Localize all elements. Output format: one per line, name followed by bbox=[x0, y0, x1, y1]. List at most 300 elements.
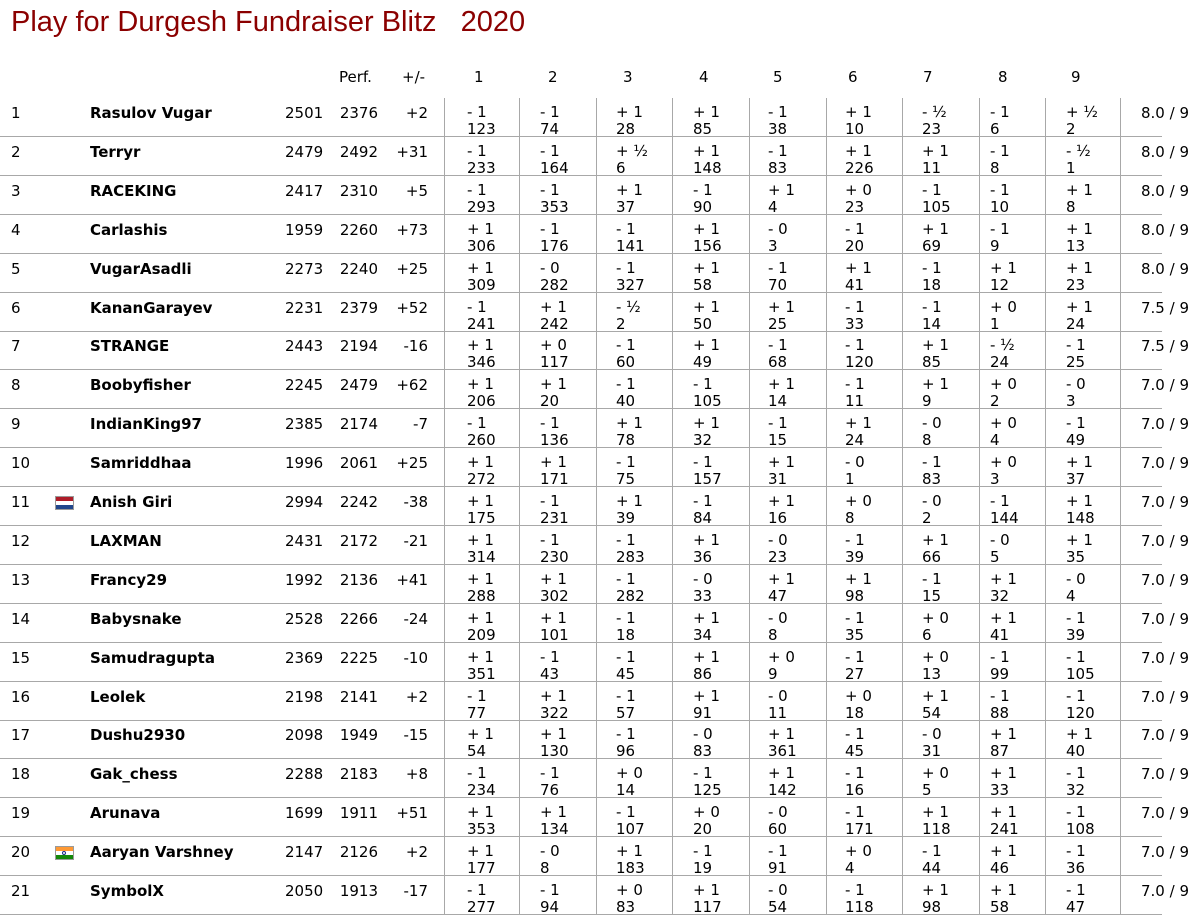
column-divider bbox=[596, 759, 597, 798]
game-result: + 1 bbox=[768, 492, 795, 510]
opponent-rank: 8 bbox=[768, 625, 778, 644]
player-name: Dushu2930 bbox=[90, 726, 186, 745]
rating-change: -38 bbox=[403, 493, 428, 511]
opponent-rank: 58 bbox=[693, 275, 713, 294]
opponent-rank: 277 bbox=[467, 898, 496, 916]
game-result-round-5 bbox=[768, 688, 788, 722]
game-result: - 1 bbox=[922, 180, 942, 199]
game-result: + 0 bbox=[922, 647, 949, 666]
performance-rating: 2260 bbox=[339, 220, 378, 239]
game-result: - ½ bbox=[1066, 141, 1091, 160]
game-result: + 1 bbox=[768, 725, 795, 744]
game-result-round-4 bbox=[693, 804, 720, 838]
game-result-round-1 bbox=[467, 182, 496, 216]
column-divider bbox=[672, 643, 673, 682]
game-result: + 1 bbox=[990, 608, 1017, 627]
game-result: + 1 bbox=[1066, 180, 1093, 199]
player-rating: 2098 bbox=[285, 726, 324, 745]
game-result-round-2 bbox=[540, 493, 569, 527]
performance-rating: 2479 bbox=[339, 376, 378, 395]
opponent-rank: 6 bbox=[616, 158, 626, 177]
column-divider bbox=[979, 448, 980, 487]
game-result-round-3 bbox=[616, 221, 645, 255]
game-result-round-5 bbox=[768, 104, 788, 138]
opponent-rank: 99 bbox=[990, 664, 1010, 683]
column-divider bbox=[902, 565, 903, 604]
column-divider bbox=[444, 565, 445, 604]
performance-rating: 2379 bbox=[339, 298, 378, 317]
column-divider bbox=[519, 720, 520, 759]
opponent-rank: 19 bbox=[693, 859, 713, 878]
opponent-rank: 90 bbox=[693, 197, 713, 216]
column-divider bbox=[596, 876, 597, 915]
table-row bbox=[0, 176, 1200, 215]
game-result-round-8 bbox=[990, 882, 1017, 916]
game-result: + ½ bbox=[616, 141, 648, 160]
column-divider bbox=[826, 759, 827, 798]
opponent-rank: 49 bbox=[1066, 431, 1086, 450]
opponent-rank: 23 bbox=[845, 197, 865, 216]
game-result-round-7 bbox=[922, 688, 949, 722]
game-result-round-6 bbox=[845, 493, 872, 527]
column-divider bbox=[1120, 215, 1121, 254]
column-divider bbox=[1045, 682, 1046, 721]
game-result: - 1 bbox=[616, 336, 636, 355]
game-result-round-4 bbox=[693, 337, 720, 371]
total-score: 7.0 / 9 bbox=[1141, 882, 1189, 900]
game-result-round-7 bbox=[922, 843, 942, 877]
opponent-rank: 136 bbox=[540, 431, 569, 450]
column-divider bbox=[672, 293, 673, 332]
game-result-round-9 bbox=[1066, 765, 1086, 799]
table-row bbox=[0, 98, 1200, 137]
opponent-rank: 11 bbox=[845, 392, 865, 411]
opponent-rank: 75 bbox=[616, 470, 636, 489]
rating-change: +51 bbox=[396, 804, 428, 823]
game-result: + 0 bbox=[616, 764, 643, 783]
opponent-rank: 41 bbox=[990, 625, 1010, 644]
game-result: + 1 bbox=[540, 375, 567, 394]
game-result: + 1 bbox=[1066, 530, 1093, 549]
column-divider bbox=[826, 215, 827, 254]
game-result-round-3 bbox=[616, 104, 643, 138]
opponent-rank: 77 bbox=[467, 703, 487, 722]
game-result-round-7 bbox=[922, 143, 949, 177]
opponent-rank: 12 bbox=[990, 275, 1010, 294]
column-divider bbox=[1045, 176, 1046, 215]
game-result: - 1 bbox=[845, 608, 865, 627]
player-rating: 1996 bbox=[285, 454, 324, 473]
game-result-round-1 bbox=[467, 882, 496, 916]
opponent-rank: 234 bbox=[467, 781, 496, 800]
column-divider bbox=[902, 370, 903, 409]
table-row bbox=[0, 565, 1200, 604]
game-result: + 1 bbox=[693, 414, 720, 433]
opponent-rank: 23 bbox=[922, 120, 942, 138]
game-result: - ½ bbox=[990, 336, 1015, 355]
game-result: - 1 bbox=[1066, 803, 1086, 822]
opponent-rank: 40 bbox=[1066, 742, 1086, 761]
opponent-rank: 134 bbox=[540, 820, 569, 839]
column-divider bbox=[826, 487, 827, 526]
column-divider bbox=[596, 526, 597, 565]
opponent-rank: 91 bbox=[768, 859, 788, 878]
round-header-9: 9 bbox=[1071, 68, 1081, 86]
game-result-round-5 bbox=[768, 610, 788, 644]
opponent-rank: 1 bbox=[990, 314, 1000, 333]
opponent-rank: 6 bbox=[990, 120, 1000, 138]
game-result-round-1 bbox=[467, 376, 496, 410]
column-divider bbox=[444, 526, 445, 565]
game-result-round-4 bbox=[693, 882, 722, 916]
column-divider bbox=[444, 98, 445, 137]
game-result: - 0 bbox=[922, 725, 942, 744]
game-result: - 1 bbox=[1066, 608, 1086, 627]
game-result-round-3 bbox=[616, 299, 641, 333]
game-result: - 1 bbox=[540, 530, 560, 549]
column-divider bbox=[672, 215, 673, 254]
game-result-round-1 bbox=[467, 688, 487, 722]
game-result: - 1 bbox=[467, 297, 487, 316]
column-divider bbox=[672, 370, 673, 409]
game-result: + 1 bbox=[922, 686, 949, 705]
game-result: - 0 bbox=[768, 608, 788, 627]
opponent-rank: 46 bbox=[990, 859, 1010, 878]
player-name: Babysnake bbox=[90, 609, 182, 628]
opponent-rank: 5 bbox=[922, 781, 932, 800]
column-divider bbox=[672, 409, 673, 448]
table-row bbox=[0, 643, 1200, 682]
column-divider bbox=[902, 643, 903, 682]
game-result: + 1 bbox=[768, 375, 795, 394]
game-result-round-3 bbox=[616, 376, 636, 410]
column-divider bbox=[672, 176, 673, 215]
game-result: - 1 bbox=[467, 881, 487, 899]
round-header-6: 6 bbox=[848, 68, 858, 86]
game-result-round-1 bbox=[467, 843, 496, 877]
player-rating: 1959 bbox=[285, 220, 324, 239]
game-result-round-5 bbox=[768, 649, 795, 683]
game-result: - 1 bbox=[540, 180, 560, 199]
game-result-round-8 bbox=[990, 610, 1017, 644]
total-score: 7.0 / 9 bbox=[1141, 687, 1189, 706]
game-result: - 1 bbox=[616, 258, 636, 277]
performance-rating: 2310 bbox=[339, 181, 378, 200]
rank: 3 bbox=[11, 181, 21, 200]
column-divider bbox=[672, 876, 673, 915]
game-result-round-6 bbox=[845, 571, 872, 605]
opponent-rank: 156 bbox=[693, 236, 722, 255]
column-divider bbox=[749, 176, 750, 215]
opponent-rank: 36 bbox=[693, 547, 713, 566]
opponent-rank: 98 bbox=[922, 898, 942, 916]
game-result: - 1 bbox=[467, 180, 487, 199]
rank: 6 bbox=[11, 298, 21, 317]
game-result: - 1 bbox=[540, 103, 560, 121]
game-result: + 1 bbox=[845, 103, 872, 121]
opponent-rank: 272 bbox=[467, 470, 496, 489]
game-result-round-4 bbox=[693, 493, 713, 527]
game-result: + 1 bbox=[467, 725, 494, 744]
opponent-rank: 282 bbox=[540, 275, 569, 294]
game-result-round-1 bbox=[467, 299, 496, 333]
game-result-round-7 bbox=[922, 610, 949, 644]
game-result: + 1 bbox=[693, 647, 720, 666]
opponent-rank: 8 bbox=[990, 158, 1000, 177]
column-divider bbox=[826, 98, 827, 137]
rating-change: +62 bbox=[396, 376, 428, 395]
performance-rating: 2194 bbox=[339, 337, 378, 356]
performance-rating: 1911 bbox=[339, 804, 378, 823]
opponent-rank: 60 bbox=[616, 353, 636, 372]
game-result: - 1 bbox=[693, 453, 713, 472]
column-divider bbox=[749, 604, 750, 643]
opponent-rank: 2 bbox=[616, 314, 626, 333]
opponent-rank: 24 bbox=[1066, 314, 1086, 333]
game-result-round-3 bbox=[616, 765, 643, 799]
game-result-round-3 bbox=[616, 726, 636, 760]
column-divider bbox=[672, 526, 673, 565]
column-divider bbox=[596, 565, 597, 604]
game-result: - 1 bbox=[467, 141, 487, 160]
opponent-rank: 144 bbox=[990, 509, 1019, 527]
opponent-rank: 9 bbox=[768, 664, 778, 683]
opponent-rank: 141 bbox=[616, 236, 645, 255]
opponent-rank: 125 bbox=[693, 781, 722, 800]
game-result-round-3 bbox=[616, 415, 643, 449]
row-divider bbox=[0, 914, 1162, 915]
game-result-round-3 bbox=[616, 260, 645, 294]
opponent-rank: 54 bbox=[922, 703, 942, 722]
player-name: Leolek bbox=[90, 687, 146, 706]
opponent-rank: 183 bbox=[616, 859, 645, 878]
opponent-rank: 31 bbox=[768, 470, 788, 489]
opponent-rank: 176 bbox=[540, 236, 569, 255]
column-divider bbox=[1120, 604, 1121, 643]
game-result: - 1 bbox=[990, 103, 1010, 121]
game-result-round-1 bbox=[467, 221, 496, 255]
opponent-rank: 353 bbox=[540, 197, 569, 216]
opponent-rank: 15 bbox=[768, 431, 788, 450]
game-result: - 1 bbox=[693, 492, 713, 510]
game-result-round-8 bbox=[990, 688, 1010, 722]
column-divider bbox=[672, 759, 673, 798]
game-result-round-7 bbox=[922, 260, 942, 294]
game-result-round-8 bbox=[990, 221, 1010, 255]
column-divider bbox=[1120, 98, 1121, 137]
opponent-rank: 148 bbox=[693, 158, 722, 177]
game-result-round-3 bbox=[616, 571, 645, 605]
game-result: + 0 bbox=[693, 803, 720, 822]
column-divider bbox=[672, 837, 673, 876]
opponent-rank: 288 bbox=[467, 586, 496, 605]
game-result-round-9 bbox=[1066, 649, 1095, 683]
column-divider bbox=[749, 293, 750, 332]
game-result: - 0 bbox=[845, 453, 865, 472]
game-result: - 1 bbox=[845, 803, 865, 822]
performance-rating: 2266 bbox=[339, 609, 378, 628]
opponent-rank: 5 bbox=[990, 547, 1000, 566]
game-result: + 1 bbox=[467, 647, 494, 666]
column-divider bbox=[596, 643, 597, 682]
opponent-rank: 353 bbox=[467, 820, 496, 839]
game-result-round-3 bbox=[616, 493, 643, 527]
opponent-rank: 302 bbox=[540, 586, 569, 605]
game-result: - 1 bbox=[768, 414, 788, 433]
game-result: + 1 bbox=[616, 180, 643, 199]
game-result-round-4 bbox=[693, 571, 713, 605]
rank: 10 bbox=[11, 454, 31, 473]
game-result-round-5 bbox=[768, 804, 788, 838]
rating-change: -10 bbox=[403, 648, 428, 667]
column-divider bbox=[749, 215, 750, 254]
round-header-3: 3 bbox=[623, 68, 633, 86]
game-result: + 1 bbox=[693, 141, 720, 160]
rank: 7 bbox=[11, 337, 21, 356]
game-result-round-9 bbox=[1066, 221, 1093, 255]
game-result-round-8 bbox=[990, 415, 1017, 449]
opponent-rank: 157 bbox=[693, 470, 722, 489]
page-title: Play for Durgesh Fundraiser Blitz 2020 bbox=[11, 6, 526, 38]
opponent-rank: 54 bbox=[467, 742, 487, 761]
opponent-rank: 68 bbox=[768, 353, 788, 372]
opponent-rank: 84 bbox=[693, 509, 713, 527]
column-divider bbox=[1045, 876, 1046, 915]
column-divider bbox=[672, 137, 673, 176]
game-result-round-3 bbox=[616, 649, 636, 683]
game-result-round-4 bbox=[693, 182, 713, 216]
game-result-round-1 bbox=[467, 493, 496, 527]
game-result: + 1 bbox=[922, 375, 949, 394]
game-result: - 1 bbox=[990, 686, 1010, 705]
column-divider bbox=[749, 837, 750, 876]
game-result-round-3 bbox=[616, 804, 645, 838]
column-divider bbox=[902, 137, 903, 176]
opponent-rank: 118 bbox=[922, 820, 951, 839]
game-result: + 1 bbox=[922, 336, 949, 355]
column-divider bbox=[444, 643, 445, 682]
rank: 15 bbox=[11, 648, 31, 667]
column-divider bbox=[1120, 526, 1121, 565]
game-result: - 1 bbox=[922, 258, 942, 277]
game-result-round-7 bbox=[922, 649, 949, 683]
column-divider bbox=[902, 837, 903, 876]
game-result: - 1 bbox=[616, 453, 636, 472]
column-divider bbox=[444, 137, 445, 176]
opponent-rank: 120 bbox=[845, 353, 874, 372]
column-divider bbox=[979, 643, 980, 682]
game-result: + 1 bbox=[467, 375, 494, 394]
opponent-rank: 37 bbox=[616, 197, 636, 216]
game-result: + 1 bbox=[540, 686, 567, 705]
opponent-rank: 327 bbox=[616, 275, 645, 294]
player-rating: 2369 bbox=[285, 648, 324, 667]
column-divider bbox=[1120, 798, 1121, 837]
column-divider bbox=[749, 487, 750, 526]
rating-change: +8 bbox=[405, 765, 428, 784]
game-result: - 1 bbox=[845, 647, 865, 666]
game-result-round-4 bbox=[693, 415, 720, 449]
game-result-round-2 bbox=[540, 454, 569, 488]
opponent-rank: 3 bbox=[768, 236, 778, 255]
game-result: + 1 bbox=[990, 881, 1017, 899]
opponent-rank: 175 bbox=[467, 509, 496, 527]
game-result: + 1 bbox=[540, 725, 567, 744]
total-score: 7.0 / 9 bbox=[1141, 843, 1189, 862]
column-divider bbox=[826, 798, 827, 837]
player-rating: 1699 bbox=[285, 804, 324, 823]
game-result-round-3 bbox=[616, 454, 636, 488]
game-result-round-3 bbox=[616, 143, 648, 177]
column-divider bbox=[1045, 643, 1046, 682]
column-divider bbox=[672, 487, 673, 526]
table-row bbox=[0, 837, 1200, 876]
column-divider bbox=[902, 526, 903, 565]
game-result: - 1 bbox=[768, 141, 788, 160]
game-result-round-9 bbox=[1066, 299, 1093, 333]
performance-rating: 2172 bbox=[339, 531, 378, 550]
game-result-round-9 bbox=[1066, 493, 1095, 527]
game-result: + 1 bbox=[693, 219, 720, 238]
round-header-7: 7 bbox=[923, 68, 933, 86]
column-divider bbox=[826, 837, 827, 876]
total-score: 7.5 / 9 bbox=[1141, 337, 1189, 356]
opponent-rank: 78 bbox=[616, 431, 636, 450]
opponent-rank: 11 bbox=[768, 703, 788, 722]
game-result: - 1 bbox=[990, 492, 1010, 510]
rank: 20 bbox=[11, 843, 31, 862]
column-divider bbox=[519, 176, 520, 215]
column-divider bbox=[596, 798, 597, 837]
game-result: + 0 bbox=[845, 180, 872, 199]
column-divider bbox=[672, 331, 673, 370]
game-result: + 1 bbox=[616, 842, 643, 861]
opponent-rank: 206 bbox=[467, 392, 496, 411]
game-result-round-2 bbox=[540, 882, 560, 916]
column-divider bbox=[444, 798, 445, 837]
opponent-rank: 40 bbox=[616, 392, 636, 411]
game-result: + 1 bbox=[922, 881, 949, 899]
performance-rating: 2183 bbox=[339, 765, 378, 784]
column-divider bbox=[519, 682, 520, 721]
game-result: + 1 bbox=[467, 492, 494, 510]
game-result: + 1 bbox=[540, 297, 567, 316]
game-result: - 0 bbox=[922, 414, 942, 433]
game-result: + 0 bbox=[990, 453, 1017, 472]
game-result-round-7 bbox=[922, 882, 949, 916]
opponent-rank: 105 bbox=[693, 392, 722, 411]
game-result-round-2 bbox=[540, 415, 569, 449]
column-divider bbox=[596, 682, 597, 721]
game-result: + 1 bbox=[845, 141, 872, 160]
column-divider bbox=[519, 254, 520, 293]
opponent-rank: 2 bbox=[1066, 120, 1076, 138]
opponent-rank: 282 bbox=[616, 586, 645, 605]
total-score: 7.0 / 9 bbox=[1141, 804, 1189, 823]
game-result: + 0 bbox=[768, 647, 795, 666]
column-divider bbox=[979, 215, 980, 254]
column-divider bbox=[1120, 137, 1121, 176]
performance-rating: 2136 bbox=[339, 570, 378, 589]
column-divider bbox=[749, 370, 750, 409]
opponent-rank: 9 bbox=[990, 236, 1000, 255]
game-result-round-2 bbox=[540, 610, 569, 644]
game-result-round-5 bbox=[768, 260, 788, 294]
player-rating: 2443 bbox=[285, 337, 324, 356]
opponent-rank: 306 bbox=[467, 236, 496, 255]
column-divider bbox=[672, 798, 673, 837]
rating-change: +5 bbox=[405, 181, 428, 200]
